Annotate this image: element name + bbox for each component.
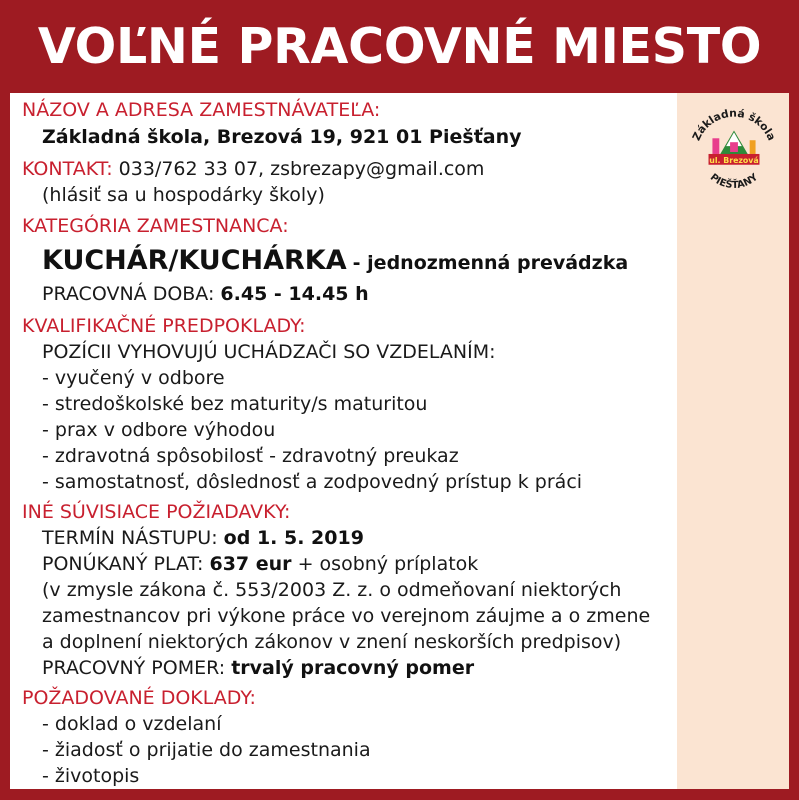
documents-heading: POŽADOVANÉ DOKLADY: <box>22 687 256 709</box>
position-title: KUCHÁR/KUCHÁRKA <box>42 245 347 276</box>
start-line <box>42 526 364 550</box>
salary-line <box>42 552 478 576</box>
position-line <box>42 244 628 280</box>
category-heading: KATEGÓRIA ZAMESTNANCA: <box>22 215 289 237</box>
employment-label: PRACOVNÝ POMER: <box>42 657 226 679</box>
logo-bottom-text: PIEŠŤANY <box>707 171 761 192</box>
contact-label: KONTAKT: <box>22 158 113 180</box>
list-item: - životopis <box>42 765 140 787</box>
contact-value: 033/762 33 07, zsbrezapy@gmail.com <box>118 158 485 180</box>
law-line: a doplnení niektorých zákonov v znení neskorších predpisov) <box>42 631 622 653</box>
law-line: (v zmysle zákona č. 553/2003 Z. z. o odmeňovaní niektorých <box>42 579 622 601</box>
qualifications-intro: POZÍCII VYHOVUJÚ UCHÁDZAČI SO VZDELANÍM: <box>42 341 496 363</box>
salary-label: PONÚKANÝ PLAT: <box>42 553 204 575</box>
hours-line <box>42 282 369 306</box>
start-value: od 1. 5. 2019 <box>223 527 364 549</box>
tree-house-icon <box>712 130 755 154</box>
employer-name: Základná škola, Brezová 19, 921 01 Piešťany <box>42 126 522 148</box>
list-item: - vyučený v odbore <box>42 367 225 389</box>
law-line: zamestnancov pri výkone práce vo verejnom záujme a o zmene <box>42 605 651 627</box>
employment-value: trvalý pracovný pomer <box>231 657 475 679</box>
salary-value: 637 eur <box>209 553 292 575</box>
page-title: VOĽNÉ PRACOVNÉ MIESTO <box>37 18 762 75</box>
list-item: - zdravotná spôsobilosť - zdravotný preukaz <box>42 445 459 467</box>
contact-note: (hlásiť sa u hospodárky školy) <box>42 184 325 206</box>
logo-top-text: Základná škola <box>689 106 779 143</box>
employment-line <box>42 656 474 680</box>
list-item: - samostatnosť, dôslednosť a zodpovedný prístup k práci <box>42 471 583 493</box>
school-logo <box>685 103 783 201</box>
list-item: - prax v odbore výhodou <box>42 419 276 441</box>
hours-value: 6.45 - 14.45 h <box>220 283 369 305</box>
shift-type: - jednozmenná prevádzka <box>352 252 629 274</box>
start-label: TERMÍN NÁSTUPU: <box>42 527 218 549</box>
salary-extra: + osobný príplatok <box>297 553 479 575</box>
list-item: - doklad o vzdelaní <box>42 713 222 735</box>
other-heading: INÉ SÚVISIACE POŽIADAVKY: <box>22 501 291 523</box>
logo-mid-text: ul. Brezová <box>709 155 759 165</box>
employer-heading: NÁZOV A ADRESA ZAMESTNÁVATEĽA: <box>22 99 381 121</box>
contact-line <box>22 157 484 181</box>
qualifications-heading: KVALIFIKAČNÉ PREDPOKLADY: <box>22 315 306 337</box>
list-item: - stredoškolské bez maturity/s maturitou <box>42 393 428 415</box>
list-item: - žiadosť o prijatie do zamestnania <box>42 739 371 761</box>
hours-label: PRACOVNÁ DOBA: <box>42 283 215 305</box>
